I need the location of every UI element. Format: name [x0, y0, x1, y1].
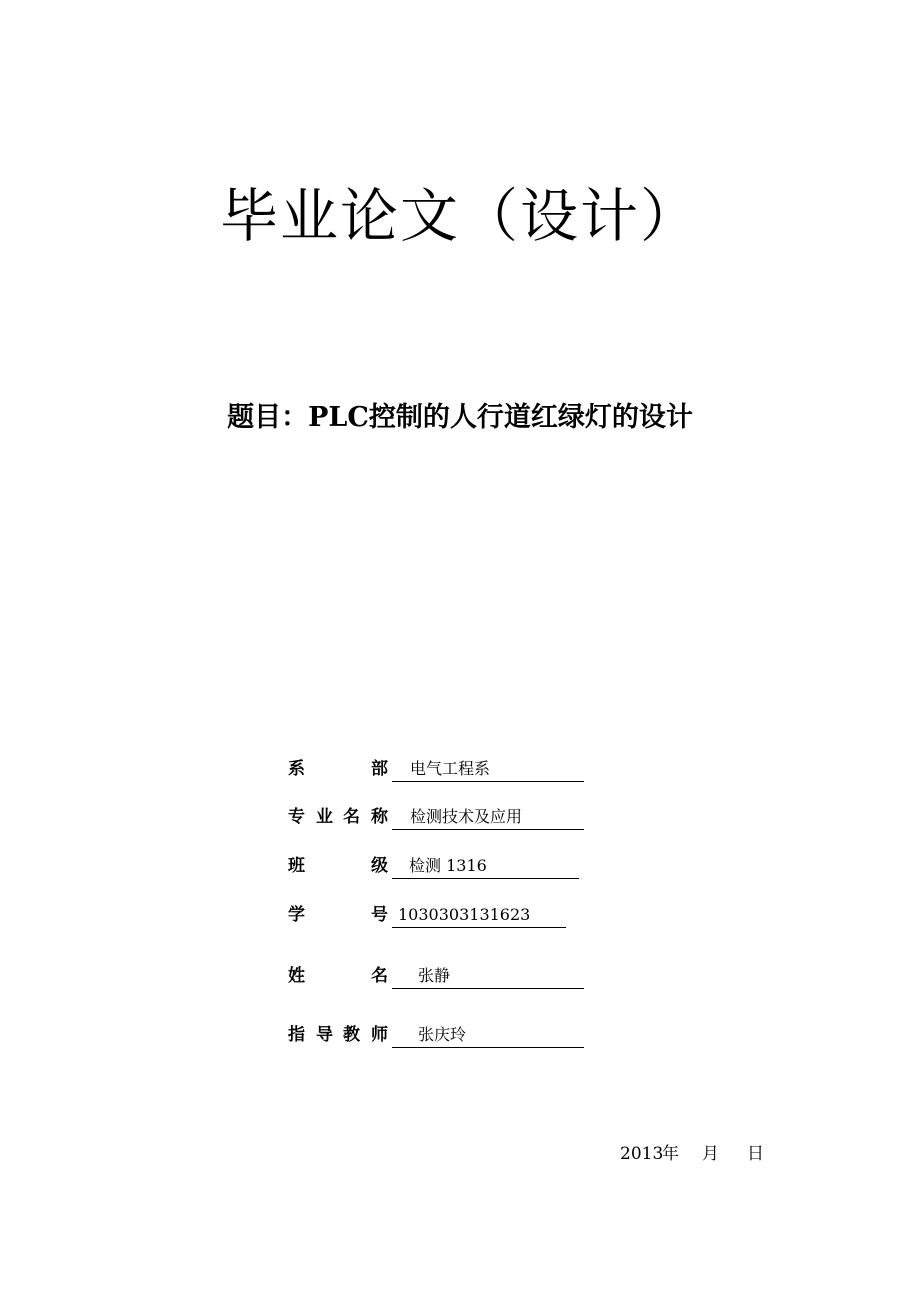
major-label: [288, 804, 392, 830]
advisor-value: 张庆玲: [418, 1025, 467, 1044]
major-label-char-4: 称: [371, 807, 388, 827]
advisor-field: [392, 1022, 584, 1048]
advisor-label-char-3: 教: [343, 1025, 360, 1045]
department-label-char-2: 部: [371, 759, 388, 779]
department-label: [288, 756, 392, 782]
advisor-label-char-1: 指: [288, 1025, 305, 1045]
student-id-label-char-2: 号: [371, 905, 388, 925]
major-label-char-1: 专: [288, 807, 305, 827]
major-label-char-2: 业: [316, 807, 333, 827]
department-label-char-1: 系: [288, 759, 305, 779]
student-id-value: 1030303131623: [398, 905, 531, 924]
class-label: [288, 853, 392, 879]
advisor-label: [288, 1022, 392, 1048]
name-label: [288, 963, 392, 989]
student-id-label: [288, 902, 392, 928]
student-id-field: [392, 902, 566, 928]
thesis-topic: 题目：PLC控制的人行道红绿灯的设计: [227, 402, 693, 433]
major-label-char-3: 名: [343, 807, 360, 827]
date-day-unit: 日: [747, 1144, 764, 1164]
class-value: 检测 1316: [409, 856, 487, 875]
major-field: [392, 804, 584, 830]
class-field: [392, 853, 579, 879]
class-label-char-2: 级: [371, 856, 388, 876]
department-field: [392, 756, 584, 782]
name-value: 张静: [418, 966, 451, 985]
name-label-char-1: 姓: [288, 966, 305, 986]
date-year-unit: 年: [662, 1144, 679, 1164]
student-id-label-char-1: 学: [288, 905, 305, 925]
advisor-label-char-4: 师: [371, 1025, 388, 1045]
date-year: 2013: [620, 1144, 664, 1164]
department-value: 电气工程系: [410, 759, 491, 778]
date-month-unit: 月: [702, 1144, 719, 1164]
major-value: 检测技术及应用: [410, 807, 523, 826]
advisor-label-char-2: 导: [316, 1025, 333, 1045]
name-field: [392, 963, 584, 989]
document-title: 毕业论文（设计）: [219, 182, 700, 250]
name-label-char-2: 名: [371, 966, 388, 986]
class-label-char-1: 班: [288, 856, 305, 876]
